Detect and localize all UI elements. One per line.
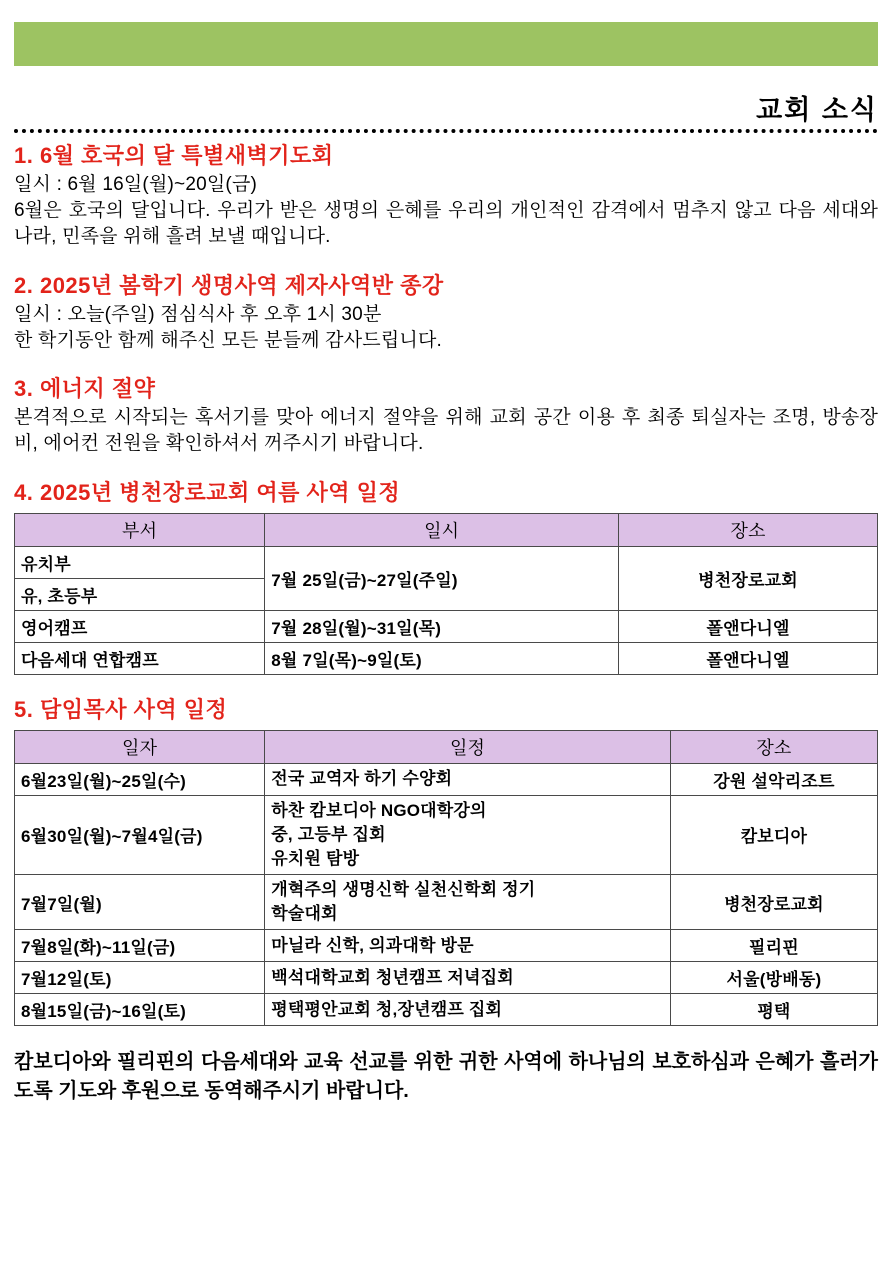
cell-department: 유, 초등부	[15, 578, 265, 610]
schedule-line: 중, 고등부 집회	[271, 824, 386, 844]
table-row	[15, 642, 878, 674]
th-department: 부서	[15, 513, 265, 546]
table-row	[15, 795, 878, 874]
cell-date: 7월12일(토)	[15, 962, 265, 994]
top-green-banner	[14, 22, 878, 66]
cell-date: 6월30일(월)~7월4일(금)	[15, 795, 265, 874]
cell-date: 8월15일(금)~16일(토)	[15, 994, 265, 1026]
cell-schedule	[265, 795, 671, 874]
cell-schedule	[265, 930, 671, 962]
section-title-2: 2. 2025년 봄학기 생명사역 제자사역반 종강	[14, 272, 444, 298]
th-place: 장소	[619, 513, 878, 546]
section-1-line-1: 일시 : 6월 16일(월)~20일(금)	[14, 174, 258, 195]
cell-schedule	[265, 962, 671, 994]
header-divider	[14, 129, 878, 133]
cell-date: 8월 7일(목)~9일(토)	[265, 642, 619, 674]
cell-place: 서울(방배동)	[670, 962, 877, 994]
cell-place: 강원 설악리조트	[670, 763, 877, 795]
section-title-5: 5. 담임목사 사역 일정	[14, 696, 228, 722]
cell-date: 6월23일(월)~25일(수)	[15, 763, 265, 795]
section-title-1: 1. 6월 호국의 달 특별새벽기도회	[14, 143, 334, 168]
cell-place: 폴앤다니엘	[619, 610, 878, 642]
table-row	[15, 610, 878, 642]
bulletin-page	[0, 22, 892, 1280]
table-row	[15, 874, 878, 929]
section-title-4: 4. 2025년 병천장로교회 여름 사역 일정	[14, 479, 401, 505]
cell-date: 7월 25일(금)~27일(주일)	[265, 546, 619, 610]
cell-place: 병천장로교회	[619, 546, 878, 610]
schedule-line: 백석대학교회 청년캠프 저녁집회	[271, 967, 514, 987]
table-row	[15, 763, 878, 795]
section-1-line-2: 6월은 호국의 달입니다. 우리가 받은 생명의 은혜를 우리의 개인적인 감격에서 멈추지 않고 다음 세대와 나라, 민족을 위해 흘려 보낼 때입니다.	[14, 200, 878, 248]
pastor-schedule-table	[14, 730, 878, 1027]
table-row	[15, 930, 878, 962]
page-title: 교회 소식	[756, 95, 878, 125]
schedule-line: 마닐라 신학, 의과대학 방문	[271, 935, 474, 955]
section-2-line-2: 한 학기동안 함께 해주신 모든 분들께 감사드립니다.	[14, 329, 442, 351]
th-date: 일시	[265, 513, 619, 546]
th-schedule: 일정	[265, 730, 671, 763]
summer-ministry-table	[14, 513, 878, 675]
schedule-line: 유치원 탐방	[271, 848, 360, 868]
cell-place: 캄보디아	[670, 795, 877, 874]
cell-place: 병천장로교회	[670, 874, 877, 929]
cell-schedule	[265, 874, 671, 929]
schedule-line: 학술대회	[271, 904, 338, 924]
cell-department: 영어캠프	[15, 610, 265, 642]
cell-department: 유치부	[15, 546, 265, 578]
cell-place: 필리핀	[670, 930, 877, 962]
table-header-row	[15, 513, 878, 546]
cell-date: 7월 28일(월)~31일(목)	[265, 610, 619, 642]
table-header-row	[15, 730, 878, 763]
cell-schedule	[265, 763, 671, 795]
section-2-line-1: 일시 : 오늘(주일) 점심식사 후 오후 1시 30분	[14, 303, 382, 325]
cell-date: 7월8일(화)~11일(금)	[15, 930, 265, 962]
th-date: 일자	[15, 730, 265, 763]
closing-paragraph: 캄보디아와 필리핀의 다음세대와 교육 선교를 위한 귀한 사역에 하나님의 보호하심과 은혜가 흘러가도록 기도와 후원으로 동역해주시기 바랍니다.	[14, 1051, 878, 1103]
schedule-line: 평택평안교회 청,장년캠프 집회	[271, 999, 503, 1019]
schedule-line: 하찬 캄보디아 NGO대학강의	[271, 800, 487, 820]
cell-place: 폴앤다니엘	[619, 642, 878, 674]
cell-place: 평택	[670, 994, 877, 1026]
schedule-line: 전국 교역자 하기 수양회	[271, 768, 453, 788]
section-title-3: 3. 에너지 절약	[14, 376, 156, 402]
table-row	[15, 962, 878, 994]
cell-schedule	[265, 994, 671, 1026]
section-3-line-1: 본격적으로 시작되는 혹서기를 맞아 에너지 절약을 위해 교회 공간 이용 후 최종 퇴실자는 조명, 방송장비, 에어컨 전원을 확인하셔서 꺼주시기 바랍니다.	[14, 407, 878, 455]
table-row	[15, 994, 878, 1026]
cell-date: 7월7일(월)	[15, 874, 265, 929]
th-place: 장소	[670, 730, 877, 763]
table-row	[15, 546, 878, 578]
cell-department: 다음세대 연합캠프	[15, 642, 265, 674]
schedule-line: 개혁주의 생명신학 실천신학회 정기	[271, 879, 536, 899]
